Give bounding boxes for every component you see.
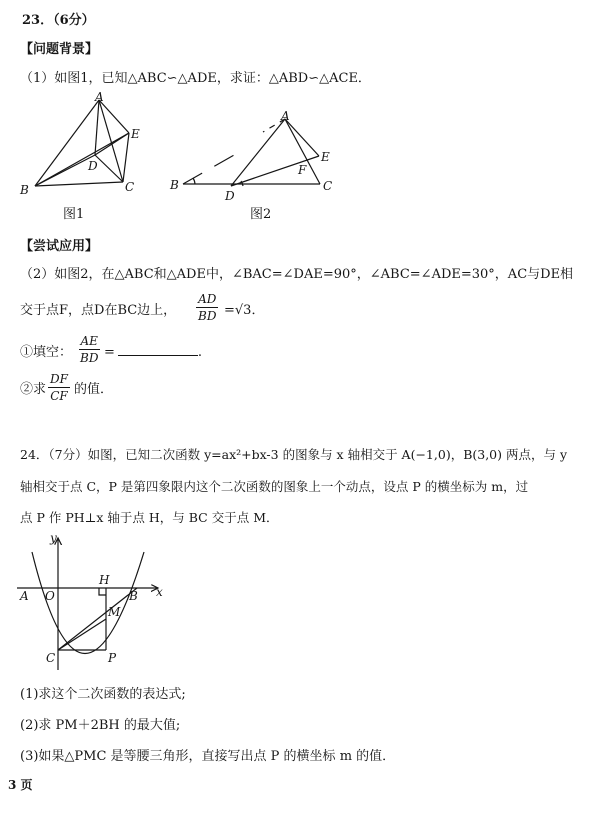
q24-sub2: (2)求 PM＋2BH 的最大值;: [20, 718, 181, 733]
fig1-label-e: E: [131, 127, 140, 141]
graph-label-h: H: [99, 573, 110, 587]
q23-part2-line2-post: =√3．: [224, 303, 265, 318]
fig2-label-f: F: [298, 163, 307, 177]
q23-part2-line2-pre: 交于点F，点D在BC边上，: [20, 303, 177, 318]
q23-ratio-denominator: BD: [198, 309, 217, 323]
graph-label-c: C: [46, 651, 56, 665]
fig1-label-b: B: [20, 183, 29, 197]
q23-ratio-numerator: AD: [198, 292, 217, 306]
fig1-caption: 图1: [63, 207, 85, 222]
graph-label-m: M: [108, 605, 121, 619]
q23-find-end: 的值．: [74, 382, 114, 397]
q23-fill-blank[interactable]: [118, 355, 198, 356]
q23-find-label: ②求: [20, 382, 47, 397]
q23-background-title: 【问题背景】: [20, 42, 99, 57]
q23-fill-period: .: [197, 345, 203, 360]
page-footer: 3 页: [8, 778, 33, 792]
fig1-label-a: A: [95, 90, 104, 104]
parabola-graph: [12, 530, 172, 680]
fig2-label-a: A: [281, 109, 290, 123]
fig1-label-c: C: [125, 180, 135, 194]
q24-line3: 点 P 作 PH⊥x 轴于点 H，与 BC 交于点 M．: [20, 510, 279, 525]
q23-fill-numerator: AE: [80, 334, 98, 348]
fig2-label-d: D: [225, 189, 235, 203]
fig2-label-c: C: [323, 179, 333, 193]
q23-part2-line1: （2）如图2，在△ABC和△ADE中，∠BAC=∠DAE=90°，∠ABC=∠ADE=30°，AC与DE相: [20, 267, 574, 282]
graph-label-o: O: [45, 589, 55, 603]
q24-sub1: (1)求这个二次函数的表达式;: [20, 687, 186, 702]
q23-header: 23．（6分）: [22, 13, 95, 28]
q23-part1-text: （1）如图1，已知△ABC∽△ADE，求证：△ABD∽△ACE．: [20, 71, 371, 86]
fig1-label-d: D: [88, 159, 98, 173]
q24-sub3: (3)如果△PMC 是等腰三角形，直接写出点 P 的横坐标 m 的值．: [20, 749, 396, 764]
q23-try-title: 【尝试应用】: [20, 239, 99, 254]
fig2-label-b: B: [170, 178, 179, 192]
q23-fill-label: ①填空：: [20, 345, 73, 360]
q23-find-fraction: [48, 372, 70, 403]
q23-find-denominator: CF: [50, 389, 68, 403]
graph-label-p: P: [108, 651, 117, 665]
graph-label-x: x: [156, 585, 163, 599]
q23-fill-equals: =: [104, 345, 115, 360]
fig2-caption: 图2: [250, 207, 272, 222]
graph-label-b: B: [129, 589, 138, 603]
q23-ratio-ad-bd: [196, 292, 218, 323]
graph-label-y: y: [50, 531, 57, 545]
figure-1: [15, 88, 150, 203]
figure-2: [165, 104, 345, 204]
q23-fill-fraction: [78, 334, 100, 365]
q24-line1: 24．（7分）如图，已知二次函数 y=ax²+bx-3 的图象与 x 轴相交于 A(−1,0)，B(3,0) 两点，与 y: [20, 447, 568, 462]
q23-find-numerator: DF: [50, 372, 68, 386]
q23-fill-denominator: BD: [80, 351, 99, 365]
q24-line2: 轴相交于点 C，P 是第四象限内这个二次函数的图象上一个动点，设点 P 的横坐标为 m，过: [20, 479, 529, 494]
fig2-label-e: E: [321, 150, 330, 164]
q23-fill-answer: [104, 346, 202, 359]
graph-label-a: A: [20, 589, 29, 603]
